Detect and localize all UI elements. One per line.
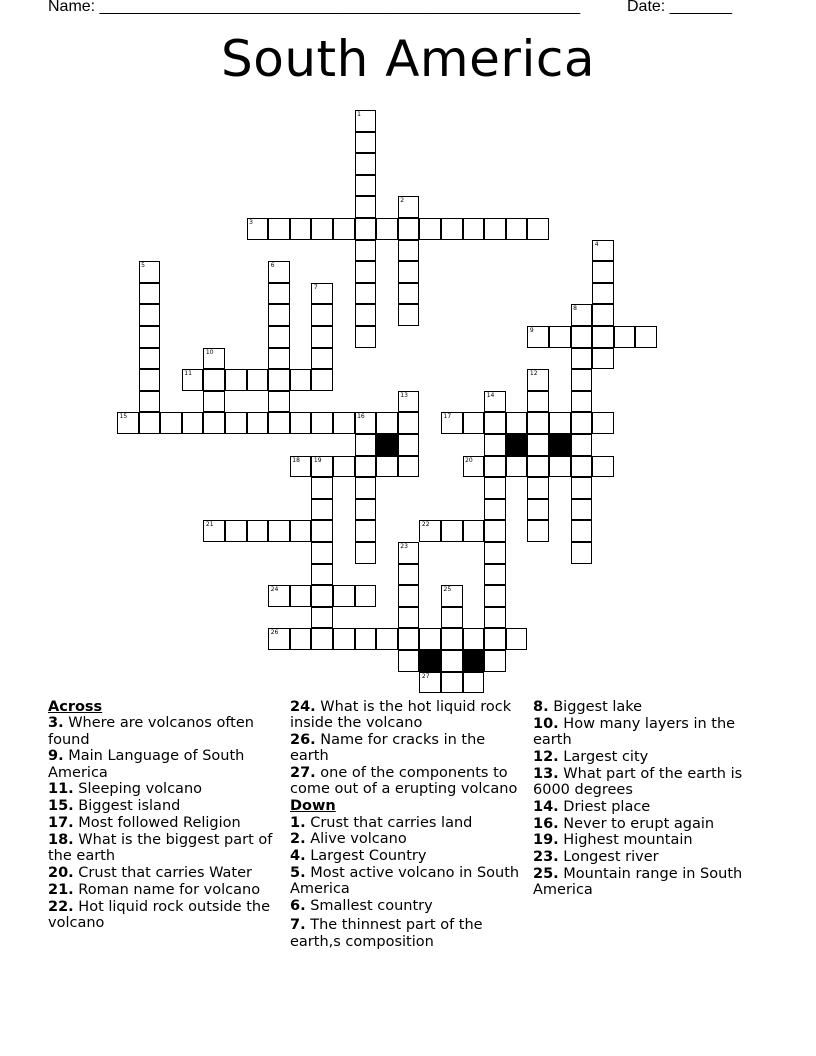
clue-item-text: Hot liquid rock outside the volcano (48, 898, 271, 931)
grid-cell[interactable] (398, 650, 420, 672)
clue-item-number: 13. (533, 765, 559, 782)
clue-item-text: Main Language of South America (48, 748, 245, 781)
clue-item (290, 765, 525, 798)
grid-cell[interactable] (268, 283, 290, 305)
grid-cell[interactable] (398, 240, 420, 262)
grid-cell[interactable] (203, 520, 225, 542)
clue-number: 21 (205, 521, 214, 529)
grid-cell[interactable] (484, 477, 506, 499)
grid-cell[interactable] (290, 412, 312, 434)
clue-item-number: 23. (533, 849, 559, 866)
clue-item-number: 2. (290, 831, 306, 848)
grid-cell[interactable] (311, 456, 333, 478)
clue-item-number: 6. (290, 898, 306, 915)
grid-cell[interactable] (419, 672, 441, 694)
clue-item-text: Alive volcano (305, 831, 407, 848)
grid-cell[interactable] (527, 520, 549, 542)
clue-number: 5 (141, 262, 145, 270)
grid-cell[interactable] (311, 564, 333, 586)
clue-number: 16 (357, 413, 365, 421)
clue-item (48, 815, 283, 831)
grid-cell[interactable] (549, 412, 571, 434)
grid-cell[interactable] (247, 520, 269, 542)
clue-item (533, 799, 768, 815)
grid-cell[interactable] (398, 628, 420, 650)
clue-item (48, 899, 283, 932)
grid-cell[interactable] (441, 650, 463, 672)
grid-cell[interactable] (376, 218, 398, 240)
grid-cell[interactable] (311, 585, 333, 607)
grid-cell[interactable] (139, 261, 161, 283)
grid-cell[interactable] (355, 240, 377, 262)
clue-item (533, 699, 768, 715)
date-field-label: Date: _______ (627, 0, 732, 15)
grid-cell[interactable] (311, 348, 333, 370)
grid-cell[interactable] (139, 326, 161, 348)
grid-cell[interactable] (355, 175, 377, 197)
grid-cell[interactable] (484, 520, 506, 542)
grid-cell[interactable] (527, 499, 549, 521)
clue-item-text: Where are volcanos often found (48, 715, 254, 748)
grid-cell[interactable] (484, 585, 506, 607)
grid-cell[interactable] (527, 412, 549, 434)
grid-cell[interactable] (376, 456, 398, 478)
grid-cell[interactable] (484, 391, 506, 413)
clue-number: 22 (421, 521, 430, 529)
grid-cell[interactable] (549, 456, 571, 478)
grid-cell[interactable] (441, 520, 463, 542)
grid-cell[interactable] (268, 520, 290, 542)
grid-cell[interactable] (203, 369, 225, 391)
clue-item-number: 5. (290, 864, 306, 881)
grid-cell[interactable] (571, 499, 593, 521)
grid-cell[interactable] (441, 672, 463, 694)
clue-number: 4 (594, 240, 599, 248)
grid-cell[interactable] (311, 499, 333, 521)
grid-cell[interactable] (355, 326, 377, 348)
grid-cell[interactable] (398, 283, 420, 305)
clue-item (290, 831, 525, 847)
clue-number: 2 (400, 197, 405, 205)
blocked-cell (419, 650, 441, 672)
grid-cell[interactable] (355, 304, 377, 326)
grid-cell[interactable] (549, 326, 571, 348)
grid-cell[interactable] (333, 456, 355, 478)
clue-item (48, 832, 283, 865)
grid-cell[interactable] (398, 434, 420, 456)
grid-cell[interactable] (484, 434, 506, 456)
grid-cell[interactable] (527, 218, 549, 240)
grid-cell[interactable] (441, 218, 463, 240)
grid-cell[interactable] (268, 391, 290, 413)
grid-cell[interactable] (139, 369, 161, 391)
clue-number: 23 (400, 543, 408, 550)
clue-number: 7 (313, 283, 318, 291)
grid-cell[interactable] (398, 585, 420, 607)
clue-item-text: Mountain range in South America (533, 865, 743, 899)
grid-cell[interactable] (355, 520, 377, 542)
grid-cell[interactable] (139, 391, 161, 413)
clue-item-number: 22. (48, 898, 74, 915)
blocked-cell (376, 434, 398, 456)
grid-cell[interactable] (268, 348, 290, 370)
grid-cell[interactable] (571, 304, 593, 326)
clue-item-number: 4. (290, 848, 306, 865)
grid-cell[interactable] (225, 369, 247, 391)
grid-cell[interactable] (463, 218, 485, 240)
grid-cell[interactable] (311, 304, 333, 326)
clue-item-number: 25. (533, 865, 559, 882)
grid-cell[interactable] (398, 391, 420, 413)
clue-number: 3 (249, 219, 253, 226)
grid-cell[interactable] (311, 542, 333, 564)
blocked-cell (463, 650, 485, 672)
grid-cell[interactable] (592, 412, 614, 434)
clue-item-number: 1. (290, 814, 306, 831)
grid-cell[interactable] (355, 153, 377, 175)
grid-cell[interactable] (463, 456, 485, 478)
clue-item (48, 882, 283, 898)
grid-cell[interactable] (463, 628, 485, 650)
clue-item-text: Crust that carries land (305, 814, 473, 831)
clue-item-number: 9. (48, 748, 64, 765)
clue-item (533, 866, 768, 899)
clue-item (290, 898, 525, 914)
grid-cell[interactable] (592, 304, 614, 326)
grid-cell[interactable] (311, 607, 333, 629)
page-title: South America (221, 30, 595, 88)
clue-number: 11 (184, 370, 192, 378)
clue-number: 14 (486, 391, 495, 399)
clue-item-number: 14. (533, 798, 559, 815)
grid-cell[interactable] (506, 412, 528, 434)
clues-column-1 (48, 699, 283, 932)
grid-cell[interactable] (247, 369, 269, 391)
clue-item (48, 865, 283, 881)
clue-item-text: What is the biggest part of the earth (48, 831, 273, 865)
grid-cell[interactable] (398, 456, 420, 478)
clue-item (48, 748, 283, 781)
grid-cell[interactable] (203, 391, 225, 413)
clue-item-text: How many layers in the earth (533, 715, 736, 749)
grid-cell[interactable] (592, 240, 614, 262)
clue-item-text: Most followed Religion (73, 815, 241, 832)
clue-section-heading: Down (290, 798, 336, 815)
clue-item-number: 20. (48, 864, 74, 881)
clue-item-text: Crust that carries Water (73, 864, 252, 881)
clue-item-number: 19. (533, 832, 559, 849)
clue-item (533, 749, 768, 765)
grid-cell[interactable] (311, 412, 333, 434)
grid-cell[interactable] (355, 132, 377, 154)
clue-item-text: What part of the earth is 6000 degrees (533, 765, 743, 798)
grid-cell[interactable] (527, 477, 549, 499)
grid-cell[interactable] (592, 261, 614, 283)
clue-item-text: Largest city (558, 748, 649, 765)
clue-item-number: 26. (290, 732, 316, 749)
grid-cell[interactable] (463, 520, 485, 542)
grid-cell[interactable] (484, 456, 506, 478)
grid-cell[interactable] (290, 218, 312, 240)
grid-cell[interactable] (139, 283, 161, 305)
clue-item-number: 10. (533, 715, 559, 732)
clue-number: 15 (119, 413, 128, 421)
grid-cell[interactable] (398, 564, 420, 586)
grid-cell[interactable] (290, 628, 312, 650)
clue-item (533, 849, 768, 865)
clue-item-text: Name for cracks in the earth (290, 732, 486, 765)
clue-item-number: 3. (48, 715, 64, 732)
grid-cell[interactable] (527, 369, 549, 391)
grid-cell[interactable] (484, 650, 506, 672)
grid-cell[interactable] (441, 585, 463, 607)
clue-number: 20 (465, 456, 473, 464)
clue-number: 9 (529, 327, 534, 334)
grid-cell[interactable] (419, 218, 441, 240)
grid-cell[interactable] (355, 196, 377, 218)
grid-cell[interactable] (398, 542, 420, 564)
grid-cell[interactable] (160, 412, 182, 434)
clue-number: 1 (357, 111, 361, 118)
blocked-cell (549, 434, 571, 456)
clue-item-text: What is the hot liquid rock inside the volcano (290, 699, 512, 732)
grid-cell[interactable] (463, 412, 485, 434)
grid-cell[interactable] (441, 628, 463, 650)
grid-cell[interactable] (268, 326, 290, 348)
grid-cell[interactable] (268, 369, 290, 391)
grid-cell[interactable] (117, 412, 139, 434)
grid-cell[interactable] (527, 391, 549, 413)
grid-cell[interactable] (463, 672, 485, 694)
clue-item-text: Longest river (558, 849, 659, 866)
grid-cell[interactable] (571, 477, 593, 499)
grid-cell[interactable] (441, 412, 463, 434)
grid-cell[interactable] (506, 456, 528, 478)
grid-cell[interactable] (592, 348, 614, 370)
clue-number: 8 (573, 305, 577, 313)
grid-cell[interactable] (571, 434, 593, 456)
grid-cell[interactable] (398, 412, 420, 434)
clue-item-number: 7. (290, 917, 306, 934)
clue-item (533, 766, 768, 799)
grid-cell[interactable] (290, 520, 312, 542)
grid-cell[interactable] (268, 304, 290, 326)
grid-cell[interactable] (484, 564, 506, 586)
clue-item (290, 815, 525, 831)
grid-cell[interactable] (376, 412, 398, 434)
grid-cell[interactable] (441, 607, 463, 629)
grid-cell[interactable] (355, 261, 377, 283)
grid-cell[interactable] (203, 412, 225, 434)
clue-item-text: Biggest island (73, 798, 181, 815)
clue-number: 25 (443, 586, 452, 594)
grid-cell[interactable] (333, 628, 355, 650)
clue-item-text: The thinnest part of the earth,s composition (290, 917, 483, 950)
grid-cell[interactable] (571, 412, 593, 434)
grid-cell[interactable] (592, 283, 614, 305)
grid-cell[interactable] (635, 326, 657, 348)
grid-cell[interactable] (398, 218, 420, 240)
grid-cell[interactable] (355, 434, 377, 456)
clue-item-text: one of the components to come out of a erupting volcano (290, 765, 518, 798)
grid-cell[interactable] (571, 369, 593, 391)
grid-cell[interactable] (333, 585, 355, 607)
grid-cell[interactable] (311, 520, 333, 542)
grid-cell[interactable] (592, 456, 614, 478)
grid-cell[interactable] (203, 348, 225, 370)
clue-item (290, 917, 525, 950)
clue-item-number: 27. (290, 765, 316, 782)
grid-cell[interactable] (139, 412, 161, 434)
grid-cell[interactable] (398, 196, 420, 218)
clue-item-text: Largest Country (305, 848, 427, 865)
clue-number: 26 (270, 629, 279, 637)
grid-cell[interactable] (376, 628, 398, 650)
clue-item-text: Sleeping volcano (73, 781, 203, 798)
clue-item-text: Most active volcano in South America (290, 864, 520, 898)
grid-cell[interactable] (506, 628, 528, 650)
clue-item (533, 716, 768, 749)
grid-cell[interactable] (355, 412, 377, 434)
grid-cell[interactable] (268, 261, 290, 283)
clue-number: 18 (292, 456, 300, 464)
grid-cell[interactable] (290, 456, 312, 478)
clue-item-text: Biggest lake (548, 699, 643, 715)
clue-item (533, 832, 768, 848)
grid-cell[interactable] (311, 369, 333, 391)
clue-item-number: 16. (533, 815, 559, 832)
grid-cell[interactable] (225, 412, 247, 434)
grid-cell[interactable] (311, 628, 333, 650)
clue-item (290, 848, 525, 864)
grid-cell[interactable] (355, 628, 377, 650)
grid-cell[interactable] (355, 585, 377, 607)
grid-cell[interactable] (355, 477, 377, 499)
grid-cell[interactable] (333, 218, 355, 240)
clues-column-2 (290, 699, 525, 950)
grid-cell[interactable] (355, 283, 377, 305)
clue-number: 6 (270, 262, 275, 270)
blocked-cell (506, 434, 528, 456)
grid-cell[interactable] (527, 326, 549, 348)
grid-cell[interactable] (355, 456, 377, 478)
grid-cell[interactable] (139, 348, 161, 370)
grid-cell[interactable] (592, 326, 614, 348)
grid-cell[interactable] (571, 456, 593, 478)
grid-cell[interactable] (419, 628, 441, 650)
clue-item-text: Smallest country (305, 898, 433, 915)
clue-number: 27 (421, 672, 430, 680)
grid-cell[interactable] (268, 218, 290, 240)
grid-cell[interactable] (268, 412, 290, 434)
grid-cell[interactable] (398, 261, 420, 283)
grid-cell[interactable] (419, 520, 441, 542)
grid-cell[interactable] (484, 499, 506, 521)
grid-cell[interactable] (506, 218, 528, 240)
grid-cell[interactable] (614, 326, 636, 348)
clue-item-number: 8. (533, 699, 549, 715)
clue-item (48, 798, 283, 814)
grid-cell[interactable] (527, 456, 549, 478)
grid-cell[interactable] (182, 412, 204, 434)
grid-cell[interactable] (398, 304, 420, 326)
grid-cell[interactable] (484, 628, 506, 650)
grid-cell[interactable] (484, 607, 506, 629)
grid-cell[interactable] (268, 585, 290, 607)
grid-cell[interactable] (527, 434, 549, 456)
grid-cell[interactable] (571, 348, 593, 370)
clue-item (290, 732, 525, 765)
clue-item (533, 816, 768, 832)
clue-item (290, 865, 525, 898)
grid-cell[interactable] (484, 412, 506, 434)
clue-item (290, 699, 525, 732)
name-field-label: Name: ______________________________________________________ (48, 0, 581, 15)
clue-item-number: 15. (48, 798, 74, 815)
clue-item-number: 12. (533, 748, 559, 765)
clue-item-number: 18. (48, 831, 74, 848)
clue-number: 13 (400, 391, 408, 399)
clue-number: 19 (313, 456, 322, 464)
clue-item (48, 781, 283, 797)
grid-cell[interactable] (290, 585, 312, 607)
grid-cell[interactable] (398, 607, 420, 629)
clue-number: 24 (270, 586, 279, 594)
grid-cell[interactable] (355, 499, 377, 521)
grid-cell[interactable] (182, 369, 204, 391)
grid-cell[interactable] (484, 218, 506, 240)
grid-cell[interactable] (290, 369, 312, 391)
grid-cell[interactable] (571, 326, 593, 348)
grid-cell[interactable] (311, 326, 333, 348)
clue-item-text: Roman name for volcano (73, 881, 261, 898)
grid-cell[interactable] (484, 542, 506, 564)
grid-cell[interactable] (247, 218, 269, 240)
clue-number: 10 (205, 348, 214, 356)
grid-cell[interactable] (268, 628, 290, 650)
grid-cell[interactable] (333, 412, 355, 434)
grid-cell[interactable] (355, 542, 377, 564)
grid-cell[interactable] (311, 283, 333, 305)
grid-cell[interactable] (355, 110, 377, 132)
grid-cell[interactable] (225, 520, 247, 542)
clue-item-number: 21. (48, 881, 74, 898)
grid-cell[interactable] (571, 520, 593, 542)
clue-number: 12 (529, 370, 538, 378)
clue-item-number: 24. (290, 699, 316, 715)
clue-item (48, 715, 283, 748)
grid-cell[interactable] (571, 542, 593, 564)
grid-cell[interactable] (311, 477, 333, 499)
clue-section-heading: Across (48, 699, 103, 715)
clue-number: 17 (443, 413, 452, 421)
grid-cell[interactable] (139, 304, 161, 326)
clue-item-number: 17. (48, 815, 74, 832)
clue-item-text: Never to erupt again (558, 815, 715, 832)
grid-cell[interactable] (355, 218, 377, 240)
clue-item-number: 11. (48, 781, 74, 798)
grid-cell[interactable] (311, 218, 333, 240)
grid-cell[interactable] (247, 412, 269, 434)
grid-cell[interactable] (571, 391, 593, 413)
clue-item-text: Highest mountain (558, 832, 693, 849)
clues-column-3 (533, 699, 768, 899)
clue-item-text: Driest place (558, 798, 651, 815)
